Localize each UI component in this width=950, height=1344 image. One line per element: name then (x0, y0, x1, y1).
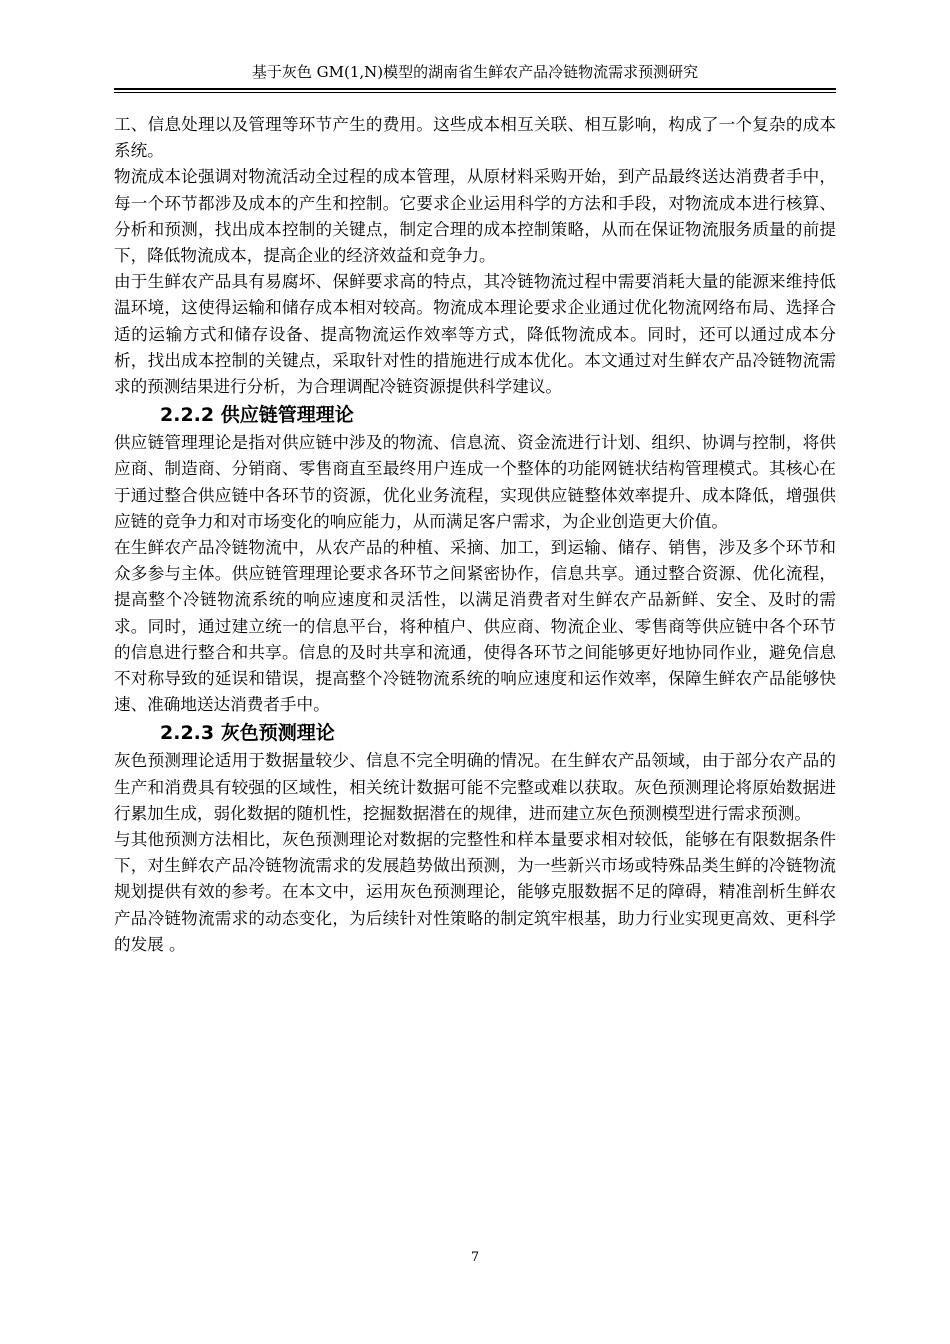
running-header: 基于灰色 GM(1,N)模型的湖南省生鲜农产品冷链物流需求预测研究 (251, 63, 699, 81)
paragraph-7: 与其他预测方法相比，灰色预测理论对数据的完整性和样本量要求相对较低，能够在有限数据条件下，对生鲜农产品冷链物流需求的发展趋势做出预测，为一些新兴市场或特殊品类生鲜的冷链物流规划提供有效的参考。在本文中，运用灰色预测理论，能够克服数据不足的障碍，精准剖析生鲜农产品冷链物流需求的动态变化，为后续针对性策略的制定筑牢根基，助力行业实现更高效、更科学的发展 。 (114, 830, 836, 954)
paragraph-2: 物流成本论强调对物流活动全过程的成本管理，从原材料采购开始，到产品最终送达消费者手中，每一个环节都涉及成本的产生和控制。它要求企业运用科学的方法和手段，对物流成本进行核算、分析和预测，找出成本控制的关键点，制定合理的成本控制策略，从而在保证物流服务质量的前提下，降低物流成本，提高企业的经济效益和竞争力。 (114, 167, 836, 266)
header-rule-thin (114, 92, 836, 93)
paragraph-1: 工、信息处理以及管理等环节产生的费用。这些成本相互关联、相互影响，构成了一个复杂的成本系统。 (114, 115, 836, 161)
page-number: 7 (470, 1250, 480, 1265)
body-text (114, 112, 836, 958)
paragraph-6: 灰色预测理论适用于数据量较少、信息不完全明确的情况。在生鲜农产品领域，由于部分农产品的生产和消费具有较强的区域性，相关统计数据可能不完整或难以获取。灰色预测理论将原始数据进行累加生成，弱化数据的随机性，挖掘数据潜在的规律，进而建立灰色预测模型进行需求预测。 (114, 751, 836, 823)
section-heading-2-2-2: 2.2.2 供应链管理理论 (160, 404, 354, 427)
section-heading-2-2-3: 2.2.3 灰色预测理论 (160, 722, 335, 745)
paragraph-5: 在生鲜农产品冷链物流中，从农产品的种植、采摘、加工，到运输、储存、销售，涉及多个环节和众多参与主体。供应链管理理论要求各环节之间紧密协作，信息共享。通过整合资源、优化流程，提高整个冷链物流系统的响应速度和灵活性，以满足消费者对生鲜农产品新鲜、安全、及时的需求。同时，通过建立统一的信息平台，将种植户、供应商、物流企业、零售商等供应链中各个环节的信息进行整合和共享。信息的及时共享和流通，使得各环节之间能够更好地协同作业，避免信息不对称导致的延误和错误，提高整个冷链物流系统的响应速度和运作效率，保障生鲜农产品能够快速、准确地送达消费者手中。 (114, 538, 836, 715)
paragraph-4: 供应链管理理论是指对供应链中涉及的物流、信息流、资金流进行计划、组织、协调与控制，将供应商、制造商、分销商、零售商直至最终用户连成一个整体的功能网链状结构管理模式。其核心在于通过整合供应链中各环节的资源，优化业务流程，实现供应链整体效率提升、成本降低，增强供应链的竞争力和对市场变化的响应能力，从而满足客户需求，为企业创造更大价值。 (114, 433, 836, 531)
paragraph-3: 由于生鲜农产品具有易腐坏、保鲜要求高的特点，其冷链物流过程中需要消耗大量的能源来维持低温环境，这使得运输和储存成本相对较高。物流成本理论要求企业通过优化物流网络布局、选择合适的运输方式和储存设备、提高物流运作效率等方式，降低物流成本。同时，还可以通过成本分析，找出成本控制的关键点，采取针对性的措施进行成本优化。本文通过对生鲜农产品冷链物流需求的预测结果进行分析，为合理调配冷链资源提供科学建议。 (114, 272, 836, 397)
header-rule-thick (114, 88, 836, 90)
